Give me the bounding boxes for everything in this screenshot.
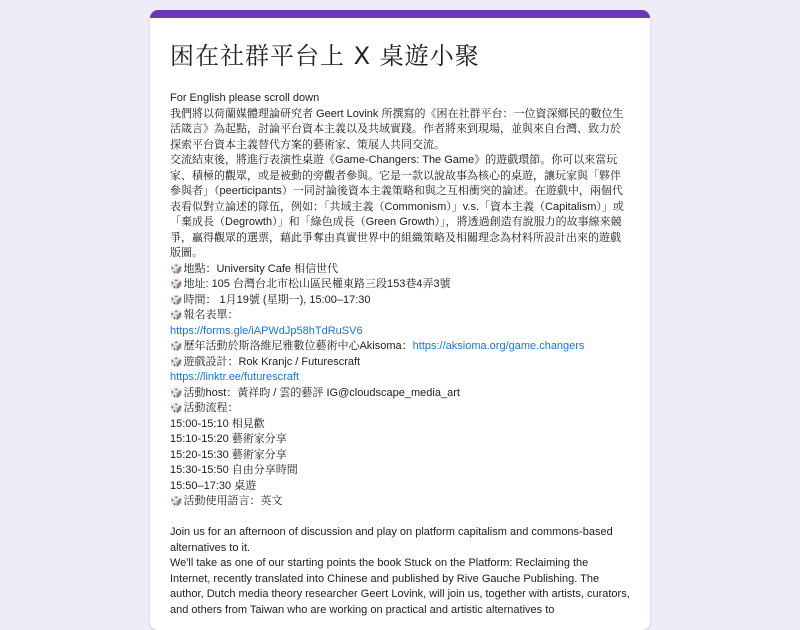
intro-zh-paragraph-1: 我們將以荷蘭媒體理論研究者 Geert Lovink 所撰寫的《困在社群平台：一位資深鄉民的數位生活箴言》為起點，討論平台資本主義以及共域實踐。作者將來到現場，並與來自台灣、致力於探索平台資本主義替代方案的藝術家、策展人共同交流。	[170, 107, 624, 151]
intro-en-paragraph-1: Join us for an afternoon of discussion and play on platform capitalism and commons-based alternatives to it.	[170, 526, 613, 554]
english-notice: For English please scroll down	[170, 92, 320, 104]
dice-icon: 🎲	[170, 310, 183, 321]
history-line: 🎲歷年活動於斯洛維尼雅數位藝術中心Akisoma：https://aksioma.org/game.changers	[170, 340, 585, 352]
flow-line: 🎲活動流程：	[170, 402, 239, 414]
dice-icon: 🎲	[170, 341, 183, 352]
location-line: 🎲地點：University Cafe 相信世代	[170, 262, 339, 275]
intro-en-paragraph-2: We'll take as one of our starting points the book Stuck on the Platform: Reclaiming the Internet, recently translated into Chinese and published by Rive Gauche Publishing. The author, Dutch media theory researcher Geert Lovink, will join us, together with artists, curators, and others from Taiwan who are working on practical and artistic alternatives to	[170, 557, 630, 616]
aksioma-link[interactable]: https://aksioma.org/game.changers	[412, 340, 585, 352]
dice-icon: 🎲	[170, 403, 183, 414]
schedule-item: 15:50–17:30 桌遊	[170, 479, 257, 492]
address-line: 🎲地址: 105 台灣台北市松山區民權東路三段153巷4弄3號	[170, 278, 451, 290]
dice-icon: 🎲	[170, 279, 183, 290]
form-description	[170, 91, 630, 618]
form-title: 困在社群平台上 X 桌遊小聚	[170, 42, 480, 70]
schedule-item: 15:10-15:20 藝術家分享	[170, 433, 287, 445]
form-accent-bar	[150, 10, 650, 18]
time-line: 🎲時間： 1月19號 (星期一), 15:00–17:30	[170, 293, 371, 306]
signup-link-line	[170, 324, 630, 340]
schedule-item: 15:20-15:30 藝術家分享	[170, 448, 287, 461]
form-header	[150, 18, 650, 618]
futurescraft-link[interactable]: https://linktr.ee/futurescraft	[170, 371, 300, 383]
schedule-item: 15:30-15:50 自由分享時間	[170, 464, 298, 476]
dice-icon: 🎲	[170, 356, 183, 368]
dice-icon: 🎲	[170, 387, 183, 399]
dice-icon: 🎲	[170, 263, 183, 275]
intro-zh-paragraph-2: 交流結束後，將進行表演性桌遊《Game-Changers: The Game》的遊戲環節。你可以來當玩家、積極的觀眾，或是被動的旁觀者參與。它是一款以說故事為核心的桌遊，讓玩家與「夥伴參與者」（peerticipants）一同討論後資本主義策略和與之互相衝突的論述。在遊戲中，兩個代表看似對立論述的隊伍，例如：「共域主義（Commonism）」v.s.「資本主義（Capitalism）」或「棄成長（Degrowth）」和「綠色成長（Green Growth）」，將透過創造有說服力的故事線來競爭，贏得觀眾的選票，藉此爭奪由真實世界中的組織策略及相關理念為材料所設計出來的遊戲版圖。	[170, 154, 624, 259]
form-card	[150, 10, 650, 630]
spacer	[170, 510, 630, 526]
dice-icon: 🎲	[170, 496, 183, 507]
signup-form-link[interactable]: https://forms.gle/iAPWdJp58hTdRuSV6	[170, 324, 363, 337]
signup-line: 🎲報名表單：	[170, 309, 239, 321]
design-link-line	[170, 370, 630, 386]
design-line: 🎲遊戲設計：Rok Kranjc / Futurescraft	[170, 355, 361, 368]
dice-icon: 🎲	[170, 294, 183, 306]
language-line: 🎲活動使用語言：英文	[170, 495, 283, 507]
host-line: 🎲活動host：黃祥昀 / 雲的藝評 IG@cloudscape_media_art	[170, 386, 460, 399]
schedule-item: 15:00-15:10 相見歡	[170, 417, 265, 430]
